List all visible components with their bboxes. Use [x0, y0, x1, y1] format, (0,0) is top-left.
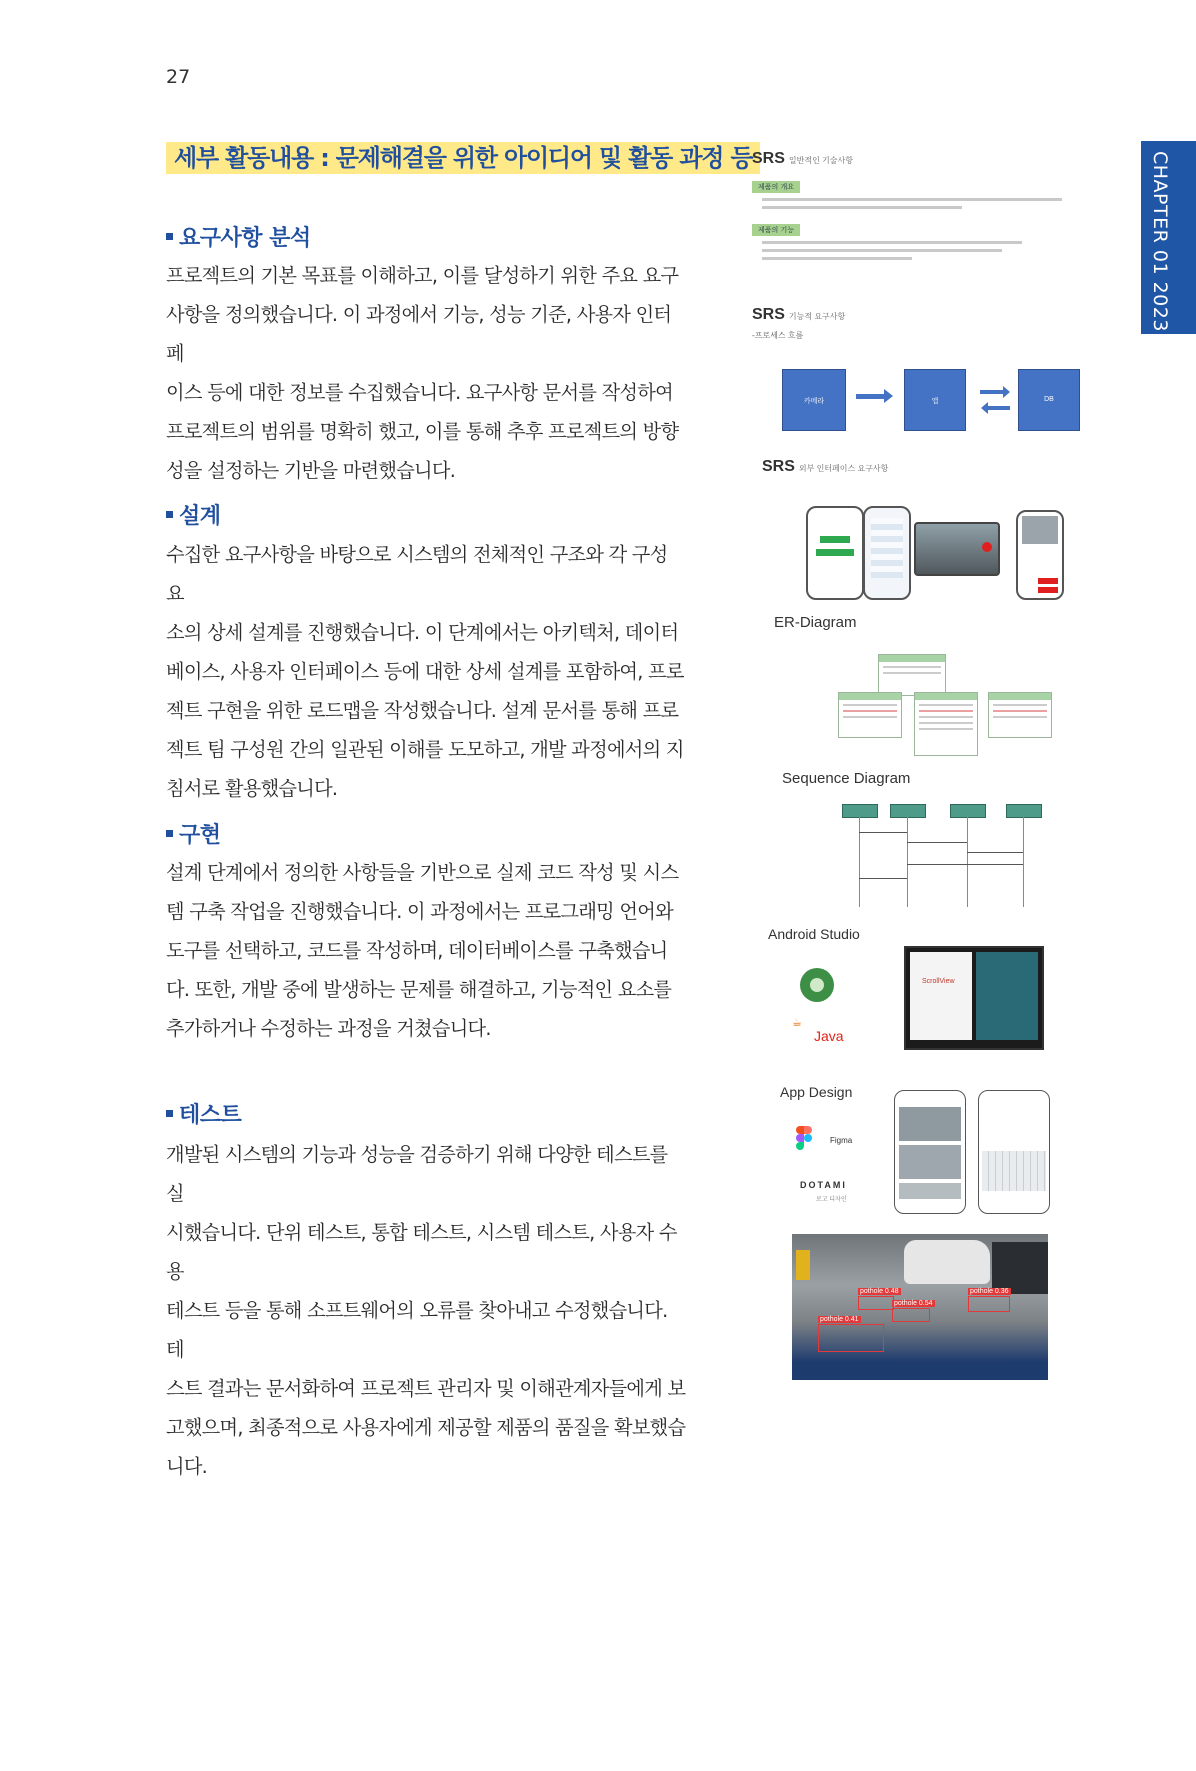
- phone-mockup: [863, 506, 911, 600]
- srs-subtitle: 외부 인터페이스 요구사항: [798, 464, 889, 473]
- section-body-design: 수집한 요구사항을 바탕으로 시스템의 전체적인 구조와 각 구성 요 소의 상세 설계를 진행했습니다. 이 단계에서는 아키텍처, 데이터 베이스, 사용자 인터페이스 등에 대한 상세 설계를 포함하여, 프로 젝트 구현을 위한 로드맵을 작성했습니다. 설계 문서를 통해 프로 젝트 팀 구성원 간의 일관된 이해를 도모하고, 개발 과정에서의 지 침서로 활용했습니다.: [166, 543, 684, 800]
- figma-label: Figma: [830, 1136, 853, 1145]
- srs-process-figure: [752, 306, 1092, 448]
- srs-subtitle: 기능적 요구사항: [788, 312, 846, 321]
- phone-mockup: [806, 506, 864, 600]
- seq-actor: [890, 804, 926, 818]
- detection-label: pothole 0.54: [894, 1300, 933, 1307]
- android-studio-figure: [768, 926, 1078, 1076]
- er-diagram-figure: [774, 614, 1084, 764]
- camera-view-image: [914, 522, 1000, 576]
- arrow-right-icon: [980, 390, 1004, 394]
- app-design-figure: [780, 1084, 1080, 1220]
- figma-icon: [796, 1126, 812, 1150]
- er-entity: [988, 692, 1052, 738]
- detection-label: pothole 0.48: [860, 1288, 899, 1295]
- section-heading-testing: 테스트: [166, 1098, 241, 1129]
- sequence-diagram-figure: [782, 770, 1082, 910]
- srs-title: SRS: [762, 458, 795, 475]
- page-number: 27: [166, 66, 191, 88]
- bullet-icon: [166, 233, 173, 240]
- phone-mockup: [978, 1090, 1050, 1214]
- er-entity: [838, 692, 902, 738]
- srs-tag-overview: 제품의 개요: [752, 181, 800, 193]
- car-shape: [992, 1242, 1048, 1294]
- chapter-tab-label: CHAPTER 01 2023: [1149, 151, 1171, 332]
- arrow-right-icon: [856, 394, 886, 399]
- bullet-icon: [166, 830, 173, 837]
- chapter-tab: [1141, 141, 1196, 334]
- seq-actor: [1006, 804, 1042, 818]
- arrow-left-icon: [988, 406, 1010, 410]
- page-title: 세부 활동내용 : 문제해결을 위한 아이디어 및 활동 과정 등: [166, 142, 760, 174]
- bullet-icon: [166, 1110, 173, 1117]
- section-heading-implementation: 구현: [166, 818, 221, 849]
- record-icon: [982, 542, 992, 552]
- android-studio-icon: [800, 968, 834, 1002]
- bullet-icon: [166, 511, 173, 518]
- sequence-diagram-title: Sequence Diagram: [782, 770, 911, 787]
- detection-label: pothole 0.41: [820, 1316, 859, 1323]
- srs-tag-features: 제품의 기능: [752, 224, 800, 236]
- dotami-logo: DOTAMI: [800, 1180, 847, 1190]
- android-screenshot: ScrollView: [904, 946, 1044, 1050]
- section-heading-requirements: 요구사항 분석: [166, 221, 311, 252]
- phone-mockup: [894, 1090, 966, 1214]
- srs-interface-figure: [762, 458, 1082, 598]
- er-entity: [878, 654, 946, 696]
- phone-mockup: [1016, 510, 1064, 600]
- seq-actor: [950, 804, 986, 818]
- srs-title: SRS: [752, 306, 785, 323]
- detection-label: pothole 0.36: [970, 1288, 1009, 1295]
- section-heading-design: 설계: [166, 499, 221, 530]
- warning-sign: [796, 1250, 810, 1280]
- android-studio-title: Android Studio: [768, 926, 860, 942]
- er-diagram-title: ER-Diagram: [774, 614, 857, 631]
- app-design-title: App Design: [780, 1084, 853, 1100]
- section-body-testing: 개발된 시스템의 기능과 성능을 검증하기 위해 다양한 테스트를 실 시했습니다. 단위 테스트, 통합 테스트, 시스템 테스트, 사용자 수용 테스트 등을 통해 소프트웨어의 오류를 찾아내고 수정했습니다. 테 스트 결과는 문서화하여 프로젝트 관리자 및 이해관계자들에게 보 고했으며, 최종적으로 사용자에게 제공할 제품의 품질을 확보했습 니다.: [166, 1143, 686, 1478]
- dotami-logo-caption: 로고 디자인: [816, 1197, 847, 1203]
- java-icon: ☕: [792, 1016, 802, 1029]
- app-box: 앱: [904, 369, 966, 431]
- er-entity: [914, 692, 978, 756]
- java-logo-text: Java: [814, 1028, 844, 1044]
- car-shape: [904, 1240, 990, 1284]
- srs-general-figure: [752, 150, 1092, 290]
- camera-box: 카메라: [782, 369, 846, 431]
- db-box: DB: [1018, 369, 1080, 431]
- section-body-requirements: 프로젝트의 기본 목표를 이해하고, 이를 달성하기 위한 주요 요구 사항을 정의했습니다. 이 과정에서 기능, 성능 기준, 사용자 인터페 이스 등에 대한 정보를 수집했습니다. 요구사항 문서를 작성하여 프로젝트의 범위를 명확히 했고, 이를 통해 추후 프로젝트의 방향 성을 설정하는 기반을 마련했습니다.: [166, 264, 679, 482]
- seq-actor: [842, 804, 878, 818]
- section-body-implementation: 설계 단계에서 정의한 사항들을 기반으로 실제 코드 작성 및 시스 템 구축 작업을 진행했습니다. 이 과정에서는 프로그래밍 언어와 도구를 선택하고, 코드를 작성하며, 데이터베이스를 구축했습니 다. 또한, 개발 중에 발생하는 문제를 해결하고, 기능적인 요소를 추가하거나 수정하는 과정을 거쳤습니다.: [166, 861, 679, 1040]
- pothole-detection-photo: [792, 1234, 1048, 1380]
- srs-title: SRS: [752, 150, 785, 167]
- process-flow-label: -프로세스 흐름: [752, 331, 804, 340]
- srs-subtitle: 일반적인 기술사항: [788, 156, 853, 165]
